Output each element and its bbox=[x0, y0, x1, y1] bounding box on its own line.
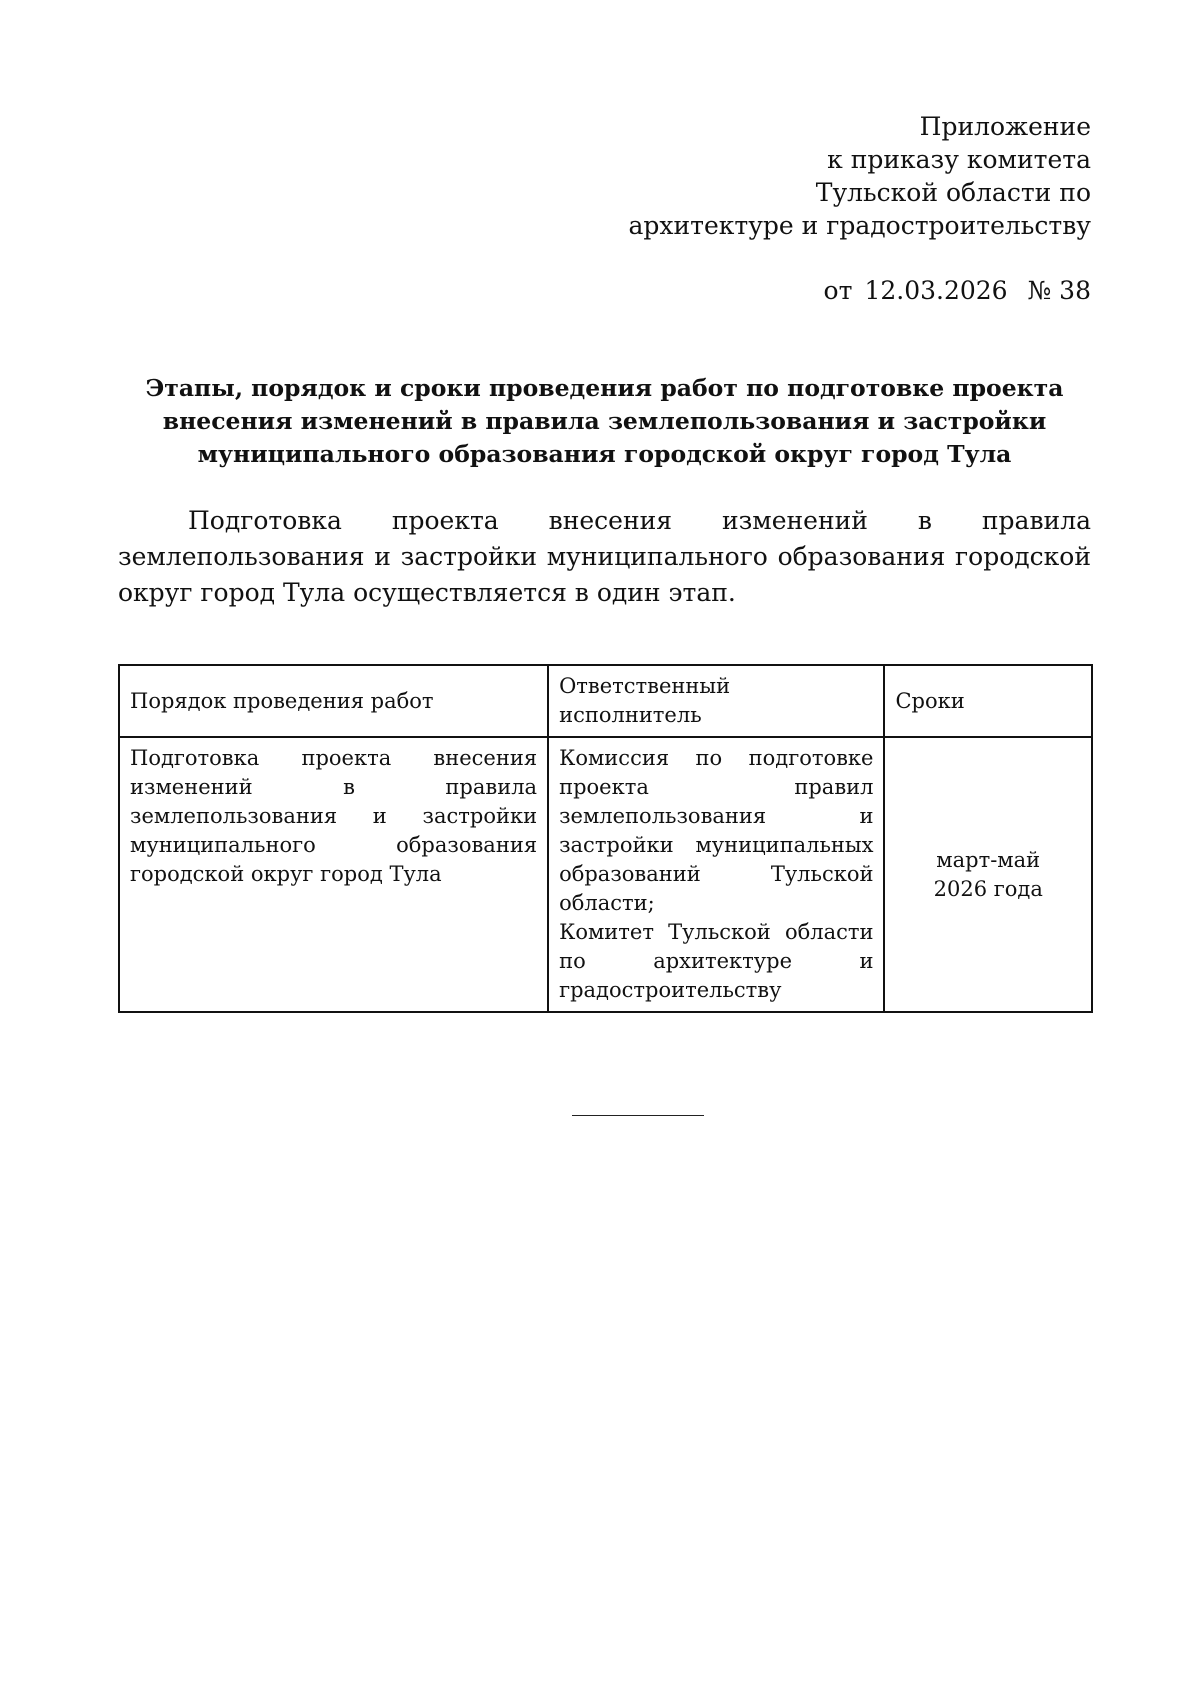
appendix-line: Приложение bbox=[919, 112, 1091, 141]
header-work-order: Порядок проведения работ bbox=[119, 665, 548, 737]
order-date: 12.03.2026 bbox=[864, 276, 1008, 305]
schedule-table bbox=[118, 664, 1093, 1013]
appendix-header bbox=[628, 110, 1091, 242]
appendix-line: к приказу комитета bbox=[827, 145, 1091, 174]
order-number: № 38 bbox=[1027, 276, 1091, 305]
header-terms: Сроки bbox=[884, 665, 1092, 737]
term-months: март-май bbox=[936, 847, 1041, 872]
document-title: Этапы, порядок и сроки проведения работ по подготовке проекта внесения изменений в правила землепользования и застройки муниципального образования городской округ город Тула bbox=[145, 374, 1064, 468]
order-reference bbox=[824, 274, 1091, 307]
table-row bbox=[119, 737, 1092, 1012]
header-executor: Ответственный исполнитель bbox=[548, 665, 884, 737]
cell-executor bbox=[548, 737, 884, 1012]
term-year: 2026 года bbox=[933, 876, 1043, 901]
intro-paragraph: Подготовка проекта внесения изменений в правила землепользования и застройки муниципального образования городской округ город Тула осуществляется в один этап. bbox=[118, 506, 1091, 607]
cell-work-description: Подготовка проекта внесения изменений в правила землепользования и застройки муниципального образования городской округ город Тула bbox=[119, 737, 548, 1012]
closing-line-divider bbox=[572, 1115, 704, 1116]
table-header-row bbox=[119, 665, 1092, 737]
appendix-line: Тульской области по bbox=[815, 178, 1091, 207]
executor-commission: Комиссия по подготовке проекта правил землепользования и застройки муниципальных образований Тульской области; bbox=[559, 746, 874, 915]
cell-terms bbox=[884, 737, 1092, 1012]
executor-committee: Комитет Тульской области по архитектуре и градостроительству bbox=[559, 920, 874, 1002]
appendix-line: архитектуре и градостроительству bbox=[628, 211, 1091, 240]
order-prefix: от bbox=[823, 276, 853, 305]
